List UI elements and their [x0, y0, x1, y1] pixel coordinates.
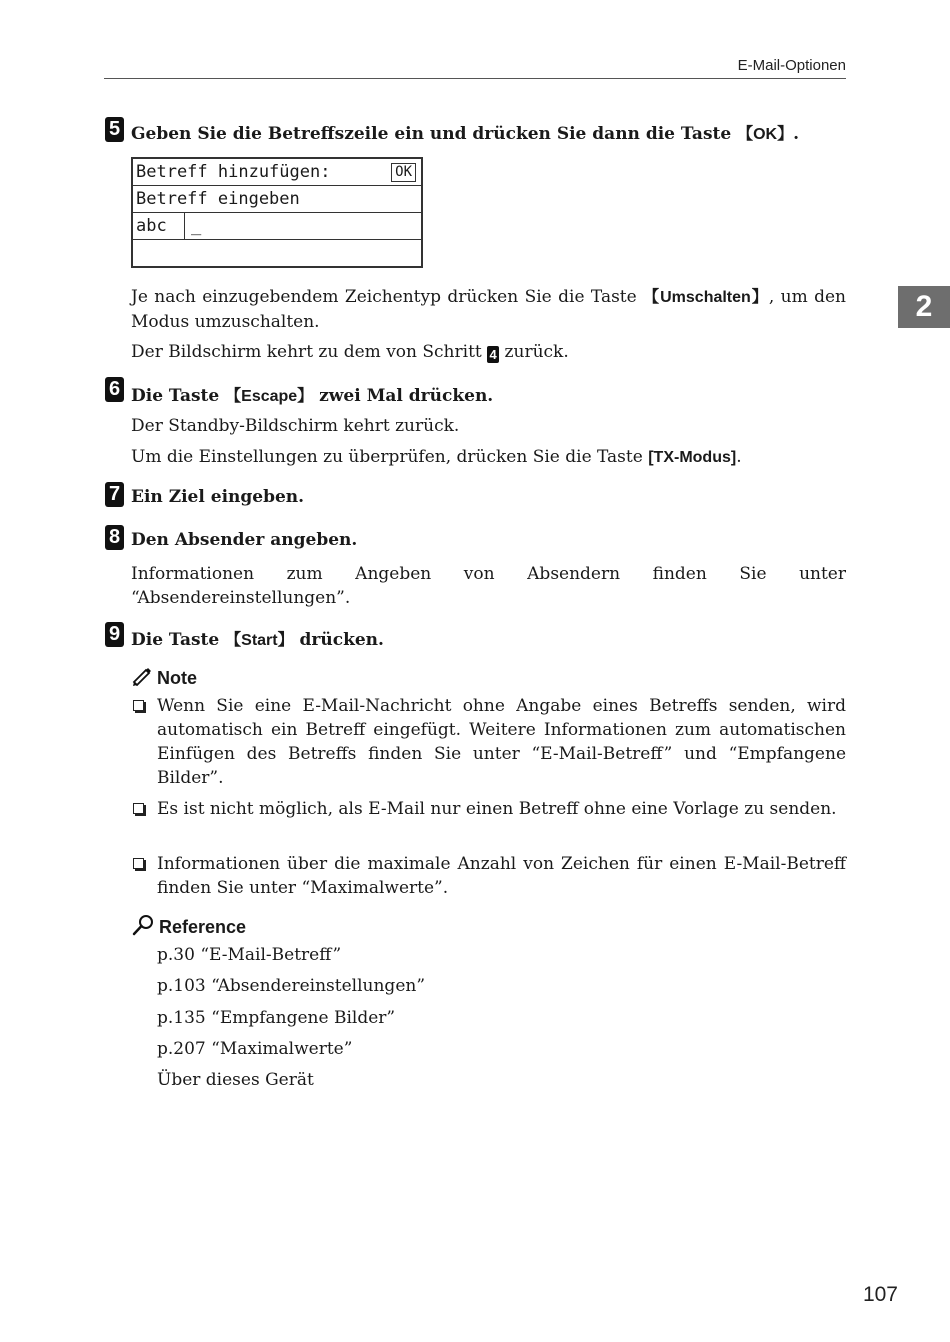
step-5-title: Geben Sie die Betreffszeile ein und drücken Sie dann die Taste 【OK】.: [131, 124, 800, 144]
step-5-badge: 5: [105, 117, 124, 142]
lcd-row-title: Betreff hinzufügen: OK: [133, 159, 421, 186]
reference-link[interactable]: p.207 “Maximalwerte”: [157, 1039, 353, 1059]
step-4-ref-badge: 4: [487, 346, 499, 363]
step-5-paragraph-2: Der Bildschirm kehrt zu dem von Schritt 4 zurück.: [131, 342, 569, 362]
step-8-badge: 8: [105, 525, 124, 550]
lcd-ok-button[interactable]: OK: [391, 163, 416, 182]
reference-heading: Reference: [131, 914, 246, 941]
step-7-badge: 7: [105, 482, 124, 507]
chapter-tab: 2: [898, 286, 950, 328]
note-heading: Note: [131, 666, 197, 691]
lcd-row-empty: [133, 240, 421, 267]
lcd-row-input: [133, 213, 421, 240]
umschalten-key: 【Umschalten】: [643, 289, 769, 306]
step-8-paragraph-1: Informationen zum Angeben von Absendern finden Sie unter “Absendereinstellungen”.: [131, 564, 846, 608]
magnifier-icon: [131, 914, 155, 941]
lcd-screen: [131, 157, 423, 268]
lcd-mode-indicator: abc: [133, 213, 185, 239]
step-9-badge: 9: [105, 622, 124, 647]
start-key: 【Start】: [225, 632, 294, 649]
step-5-paragraph-1: Je nach einzugebendem Zeichentyp drücken Sie die Taste 【Umschalten】, um den Modus umzuschalten.: [131, 287, 846, 332]
reference-link[interactable]: p.135 “Empfangene Bilder”: [157, 1008, 396, 1028]
ok-key: 【OK】: [737, 126, 794, 143]
note-bullet-icon: [133, 858, 144, 869]
pencil-icon: [131, 666, 153, 691]
step-8-title: Den Absender angeben.: [131, 530, 358, 550]
lcd-row-prompt: Betreff eingeben: [133, 186, 421, 213]
page-number: 107: [862, 1283, 898, 1306]
step-9-title: Die Taste 【Start】 drücken.: [131, 630, 384, 650]
reference-link[interactable]: p.103 “Absendereinstellungen”: [157, 976, 426, 996]
note-bullet-icon: [133, 700, 144, 711]
lcd-text-cursor[interactable]: _: [191, 216, 202, 236]
step-6-paragraph-1: Der Standby-Bildschirm kehrt zurück.: [131, 416, 460, 436]
step-7-title: Ein Ziel eingeben.: [131, 487, 305, 507]
reference-link[interactable]: Über dieses Gerät: [157, 1070, 314, 1090]
note-item-1: Wenn Sie eine E-Mail-Nachricht ohne Angabe eines Betreffs senden, wird automatisch ein Betreff eingefügt. Weitere Informationen zum automatischen Einfügen des Betreffs finden Sie unter “E-Mail-Betreff” und “Empfangene Bilder”.: [157, 696, 846, 788]
note-bullet-icon: [133, 803, 144, 814]
running-header: E-Mail-Optionen: [737, 57, 846, 74]
escape-key: 【Escape】: [225, 388, 314, 405]
reference-link[interactable]: p.30 “E-Mail-Betreff”: [157, 945, 342, 965]
step-6-title: Die Taste 【Escape】 zwei Mal drücken.: [131, 386, 494, 406]
note-item-3: Informationen über die maximale Anzahl von Zeichen für einen E-Mail-Betreff finden Sie unter “Maximalwerte”.: [157, 854, 846, 898]
note-item-2: Es ist nicht möglich, als E-Mail nur einen Betreff ohne eine Vorlage zu senden.: [157, 799, 837, 819]
step-6-paragraph-2: Um die Einstellungen zu überprüfen, drücken Sie die Taste [TX-Modus].: [131, 447, 742, 467]
tx-modus-key: [TX-Modus]: [648, 449, 737, 466]
header-divider: [104, 78, 846, 79]
step-6-badge: 6: [105, 377, 124, 402]
